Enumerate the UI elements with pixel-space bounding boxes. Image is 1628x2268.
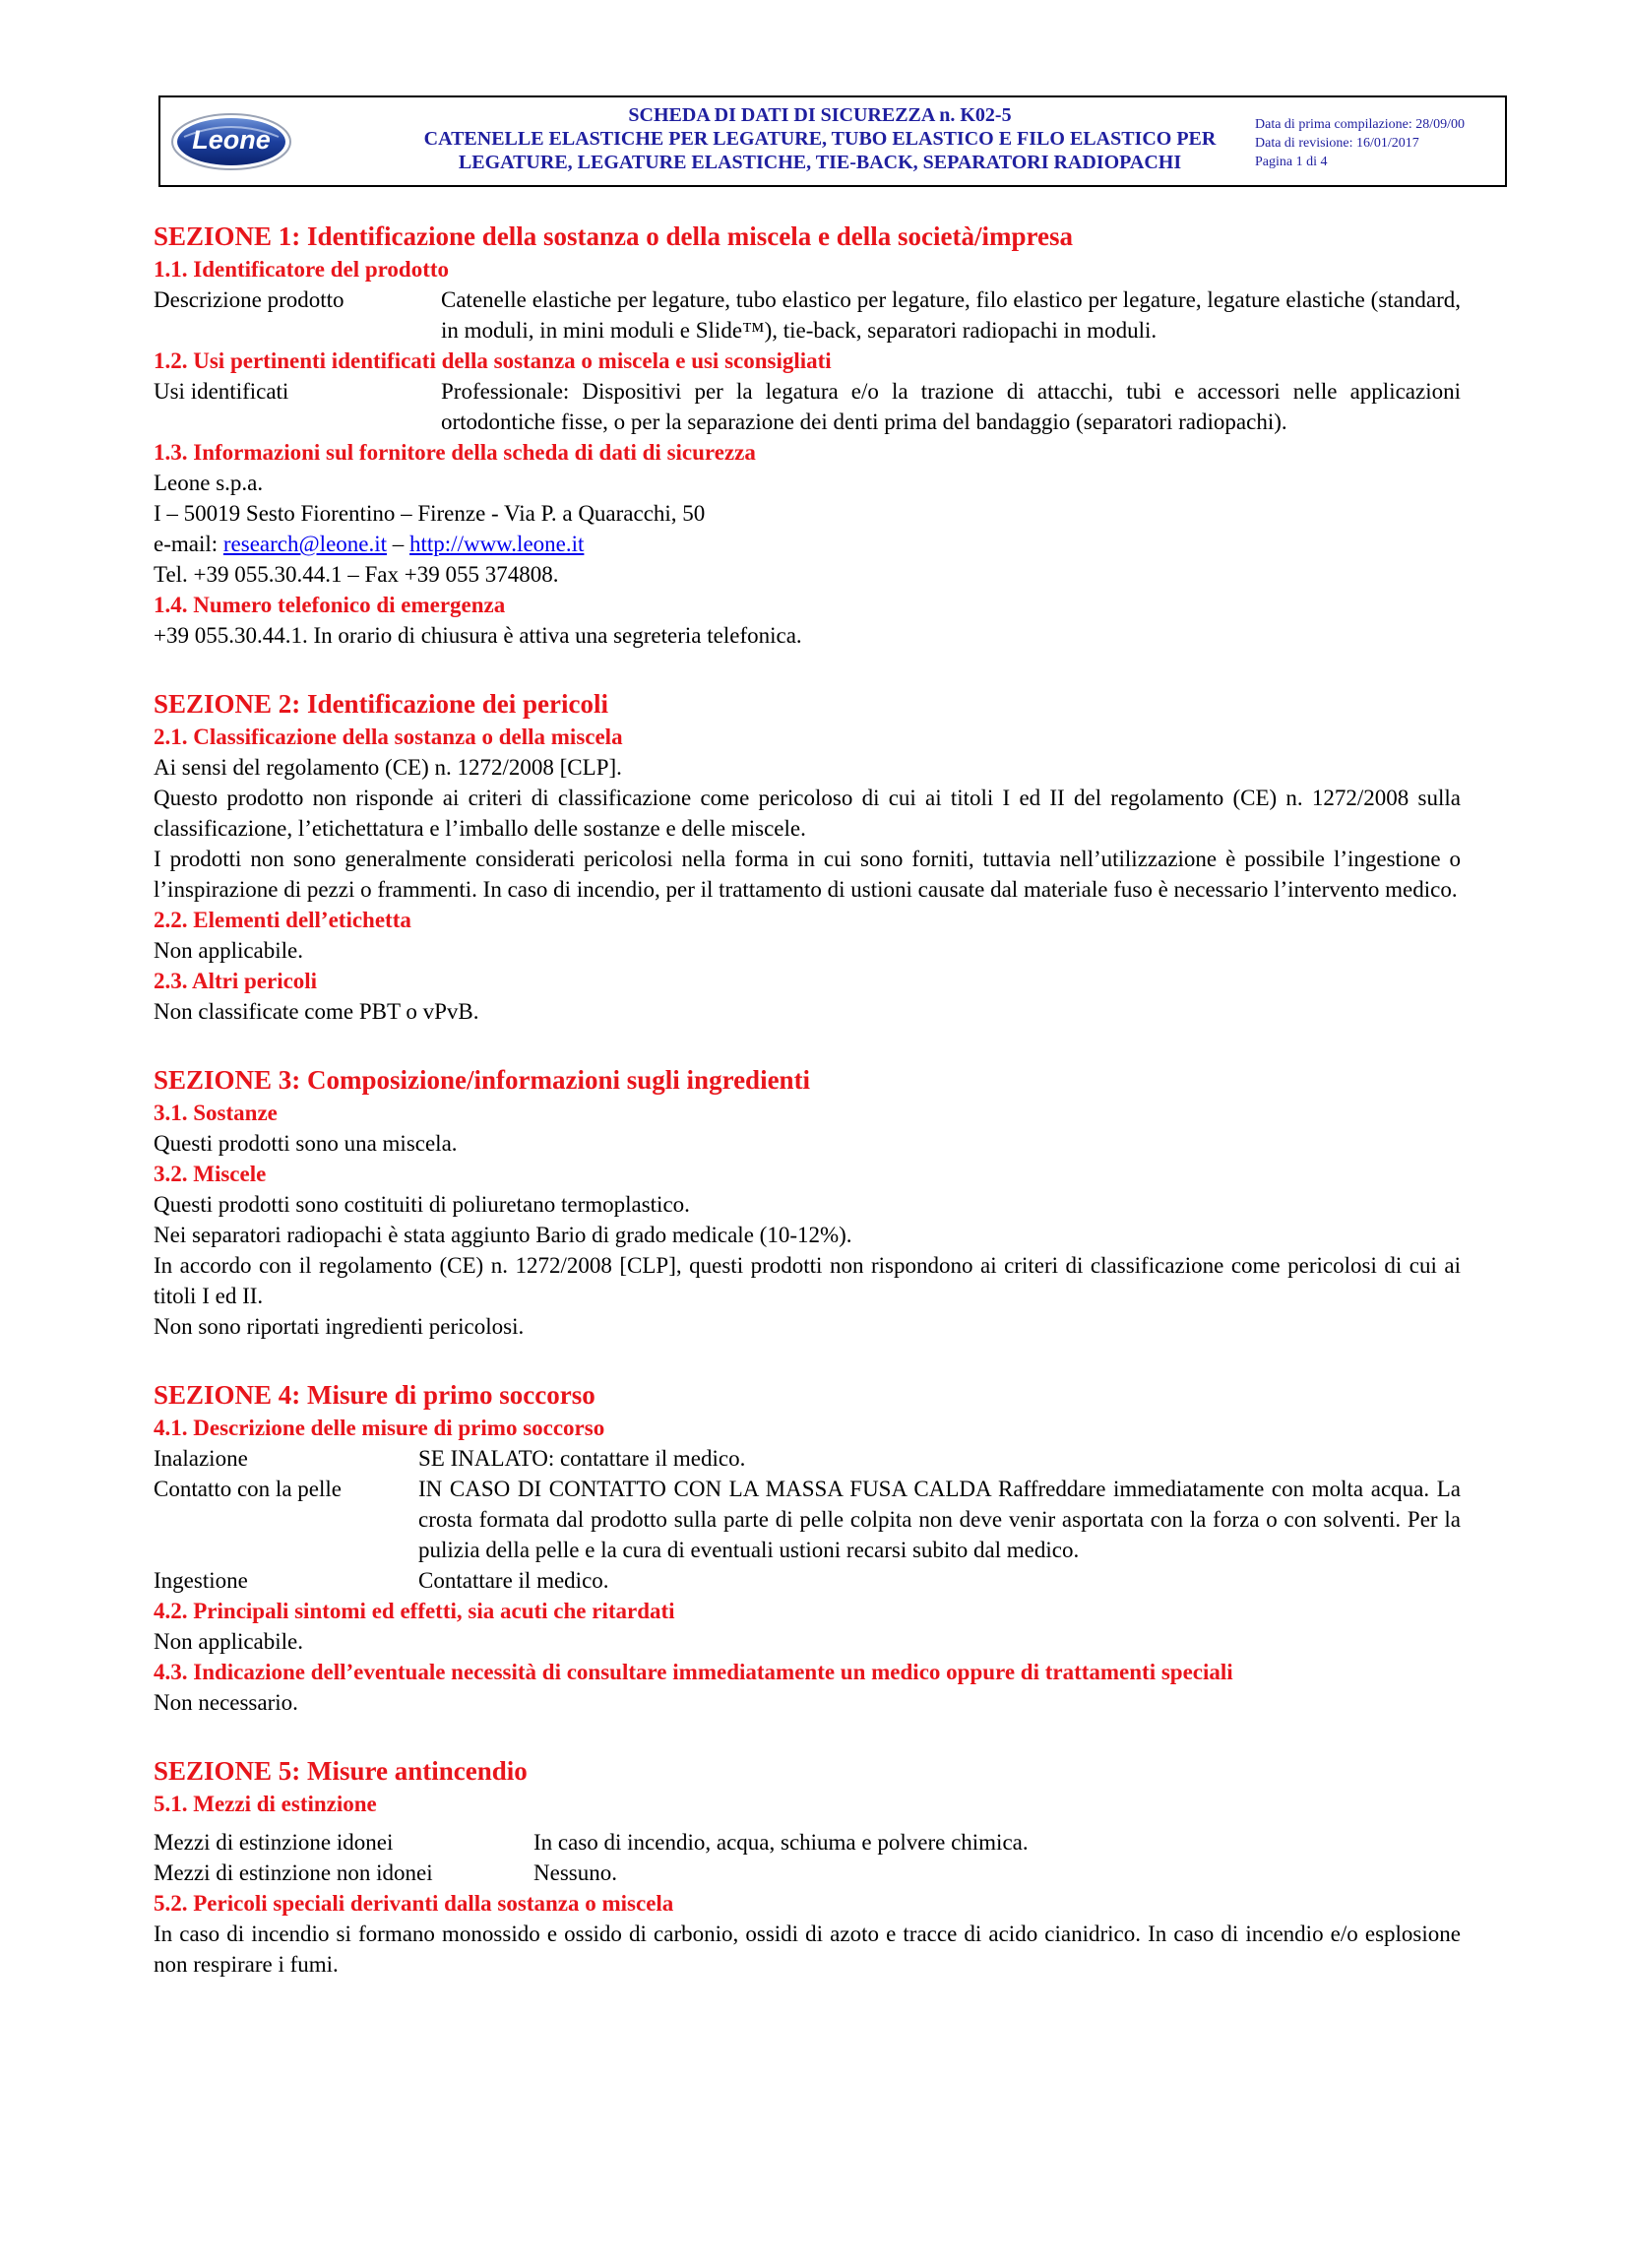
company-name: Leone s.p.a. — [154, 471, 264, 495]
product-description-row — [154, 284, 1461, 346]
phone-fax: Tel. +39 055.30.44.1 – Fax +39 055 374808. — [154, 562, 559, 587]
field-label: Mezzi di estinzione idonei — [154, 1830, 394, 1855]
company-address: I – 50019 Sesto Fiorentino – Firenze - Via P. a Quaracchi, 50 — [154, 501, 706, 526]
extinguishing-row — [154, 1858, 1461, 1888]
paragraph: Non classificate come PBT o vPvB. — [154, 999, 479, 1024]
field-value: In caso di incendio, acqua, schiuma e polvere chimica. — [533, 1830, 1029, 1855]
paragraph: Non necessario. — [154, 1690, 298, 1715]
paragraph: Questo prodotto non risponde ai criteri di classificazione come pericoloso di cui ai titoli I ed II del regolamento (CE) n. 1272/2008 sulla classificazione, l’etichettatura e l’imballo delle sostanze e delle miscele. — [154, 786, 1461, 841]
subsection-heading: 1.3. Informazioni sul fornitore della scheda di dati di sicurezza — [154, 440, 756, 465]
first-aid-row — [154, 1474, 1461, 1565]
section-title: SEZIONE 5: Misure antincendio — [154, 1756, 528, 1786]
subsection-heading: 3.2. Miscele — [154, 1162, 267, 1186]
subsection-heading: 4.3. Indicazione dell’eventuale necessità di consultare immediatamente un medico oppure di trattamenti speciali — [154, 1660, 1233, 1684]
sds-number: SCHEDA DI DATI DI SICUREZZA n. K02-5 — [628, 104, 1012, 126]
first-aid-row — [154, 1565, 1461, 1596]
field-value: Nessuno. — [533, 1860, 617, 1885]
page-number: Pagina 1 di 4 — [1255, 155, 1328, 169]
product-title-line: CATENELLE ELASTICHE PER LEGATURE, TUBO ELASTICO E FILO ELASTICO PER — [423, 128, 1217, 150]
field-value: SE INALATO: contattare il medico. — [418, 1446, 746, 1471]
product-title-line: LEGATURE, LEGATURE ELASTICHE, TIE-BACK, SEPARATORI RADIOPACHI — [458, 152, 1182, 173]
first-aid-row — [154, 1443, 1461, 1474]
paragraph: Non applicabile. — [154, 1629, 304, 1654]
first-compilation-date: Data di prima compilazione: 28/09/00 — [1255, 117, 1466, 132]
subsection-heading: 2.1. Classificazione della sostanza o della miscela — [154, 724, 623, 749]
revision-date: Data di revisione: 16/01/2017 — [1255, 136, 1419, 151]
subsection-heading: 4.2. Principali sintomi ed effetti, sia acuti che ritardati — [154, 1599, 675, 1623]
paragraph: Nei separatori radiopachi è stata aggiunto Bario di grado medicale (10-12%). — [154, 1223, 852, 1247]
subsection-heading: 3.1. Sostanze — [154, 1101, 278, 1125]
extinguishing-row — [154, 1827, 1461, 1858]
paragraph: Questi prodotti sono una miscela. — [154, 1131, 458, 1156]
paragraph: Non applicabile. — [154, 938, 304, 963]
field-label: Descrizione prodotto — [154, 287, 344, 312]
subsection-heading: 4.1. Descrizione delle misure di primo soccorso — [154, 1416, 605, 1440]
header-title-block — [328, 103, 1312, 174]
subsection-heading: 2.2. Elementi dell’etichetta — [154, 908, 411, 932]
field-label: Contatto con la pelle — [154, 1477, 342, 1501]
field-label: Mezzi di estinzione non idonei — [154, 1860, 433, 1885]
email-label: e-mail: — [154, 532, 223, 556]
subsection-heading: 5.1. Mezzi di estinzione — [154, 1792, 377, 1816]
document-header — [158, 95, 1507, 187]
paragraph: Non sono riportati ingredienti pericolosi. — [154, 1314, 525, 1339]
emergency-number: +39 055.30.44.1. In orario di chiusura è attiva una segreteria telefonica. — [154, 623, 802, 648]
subsection-heading: 5.2. Pericoli speciali derivanti dalla sostanza o miscela — [154, 1891, 674, 1916]
field-value: IN CASO DI CONTATTO CON LA MASSA FUSA CALDA Raffreddare immediatamente con molta acqua. La crosta formata dal prodotto sulla parte di pelle colpita non deve venir asportata con la forza o con solventi. Per la pulizia della pelle e la cura di eventuali ustioni recarsi subito dal medico. — [418, 1477, 1461, 1562]
paragraph: In accordo con il regolamento (CE) n. 1272/2008 [CLP], questi prodotti non rispondono ai criteri di classificazione come pericolosi di cui ai titoli I ed II. — [154, 1253, 1461, 1308]
field-value: Catenelle elastiche per legature, tubo elastico per legature, filo elastico per legature, legature elastiche (standard, in moduli, in mini moduli e Slide™), tie-back, separatori radiopachi in moduli. — [441, 287, 1461, 343]
header-dates — [1255, 115, 1501, 171]
section-title: SEZIONE 1: Identificazione della sostanza o della miscela e della società/impresa — [154, 221, 1073, 251]
section-title: SEZIONE 2: Identificazione dei pericoli — [154, 689, 608, 719]
logo-wordmark: Leone — [192, 125, 271, 155]
paragraph: Questi prodotti sono costituiti di poliuretano termoplastico. — [154, 1192, 690, 1217]
paragraph: I prodotti non sono generalmente considerati pericolosi nella forma in cui sono forniti, tuttavia nell’utilizzazione è possibile l’ingestione o l’inspirazione di pezzi o frammenti. In caso di incendio, per il trattamento di ustioni causate dal materiale fuso è necessario l’intervento medico. — [154, 847, 1461, 902]
identified-uses-row — [154, 376, 1461, 437]
field-label: Ingestione — [154, 1568, 248, 1593]
field-label: Inalazione — [154, 1446, 248, 1471]
document-body — [154, 219, 1461, 1980]
separator: – — [387, 532, 410, 556]
contact-line — [154, 529, 1461, 559]
subsection-heading: 2.3. Altri pericoli — [154, 969, 318, 993]
email-link[interactable]: research@leone.it — [222, 532, 388, 556]
field-label: Usi identificati — [154, 379, 289, 404]
website-link[interactable]: http://www.leone.it — [409, 532, 585, 556]
paragraph: Ai sensi del regolamento (CE) n. 1272/2008 [CLP]. — [154, 755, 622, 780]
paragraph: In caso di incendio si formano monossido e ossido di carbonio, ossidi di azoto e tracce di acido cianidrico. In caso di incendio e/o esplosione non respirare i fumi. — [154, 1922, 1461, 1977]
field-value: Contattare il medico. — [418, 1568, 609, 1593]
subsection-heading: 1.4. Numero telefonico di emergenza — [154, 593, 506, 617]
subsection-heading: 1.2. Usi pertinenti identificati della sostanza o miscela e usi sconsigliati — [154, 348, 832, 373]
subsection-heading: 1.1. Identificatore del prodotto — [154, 257, 450, 282]
section-title: SEZIONE 3: Composizione/informazioni sugli ingredienti — [154, 1065, 811, 1095]
field-value: Professionale: Dispositivi per la legatura e/o la trazione di attacchi, tubi e accessori nelle applicazioni ortodontiche fisse, o per la separazione dei denti prima del bandaggio (separatori radiopachi). — [441, 379, 1461, 434]
section-title: SEZIONE 4: Misure di primo soccorso — [154, 1380, 595, 1410]
